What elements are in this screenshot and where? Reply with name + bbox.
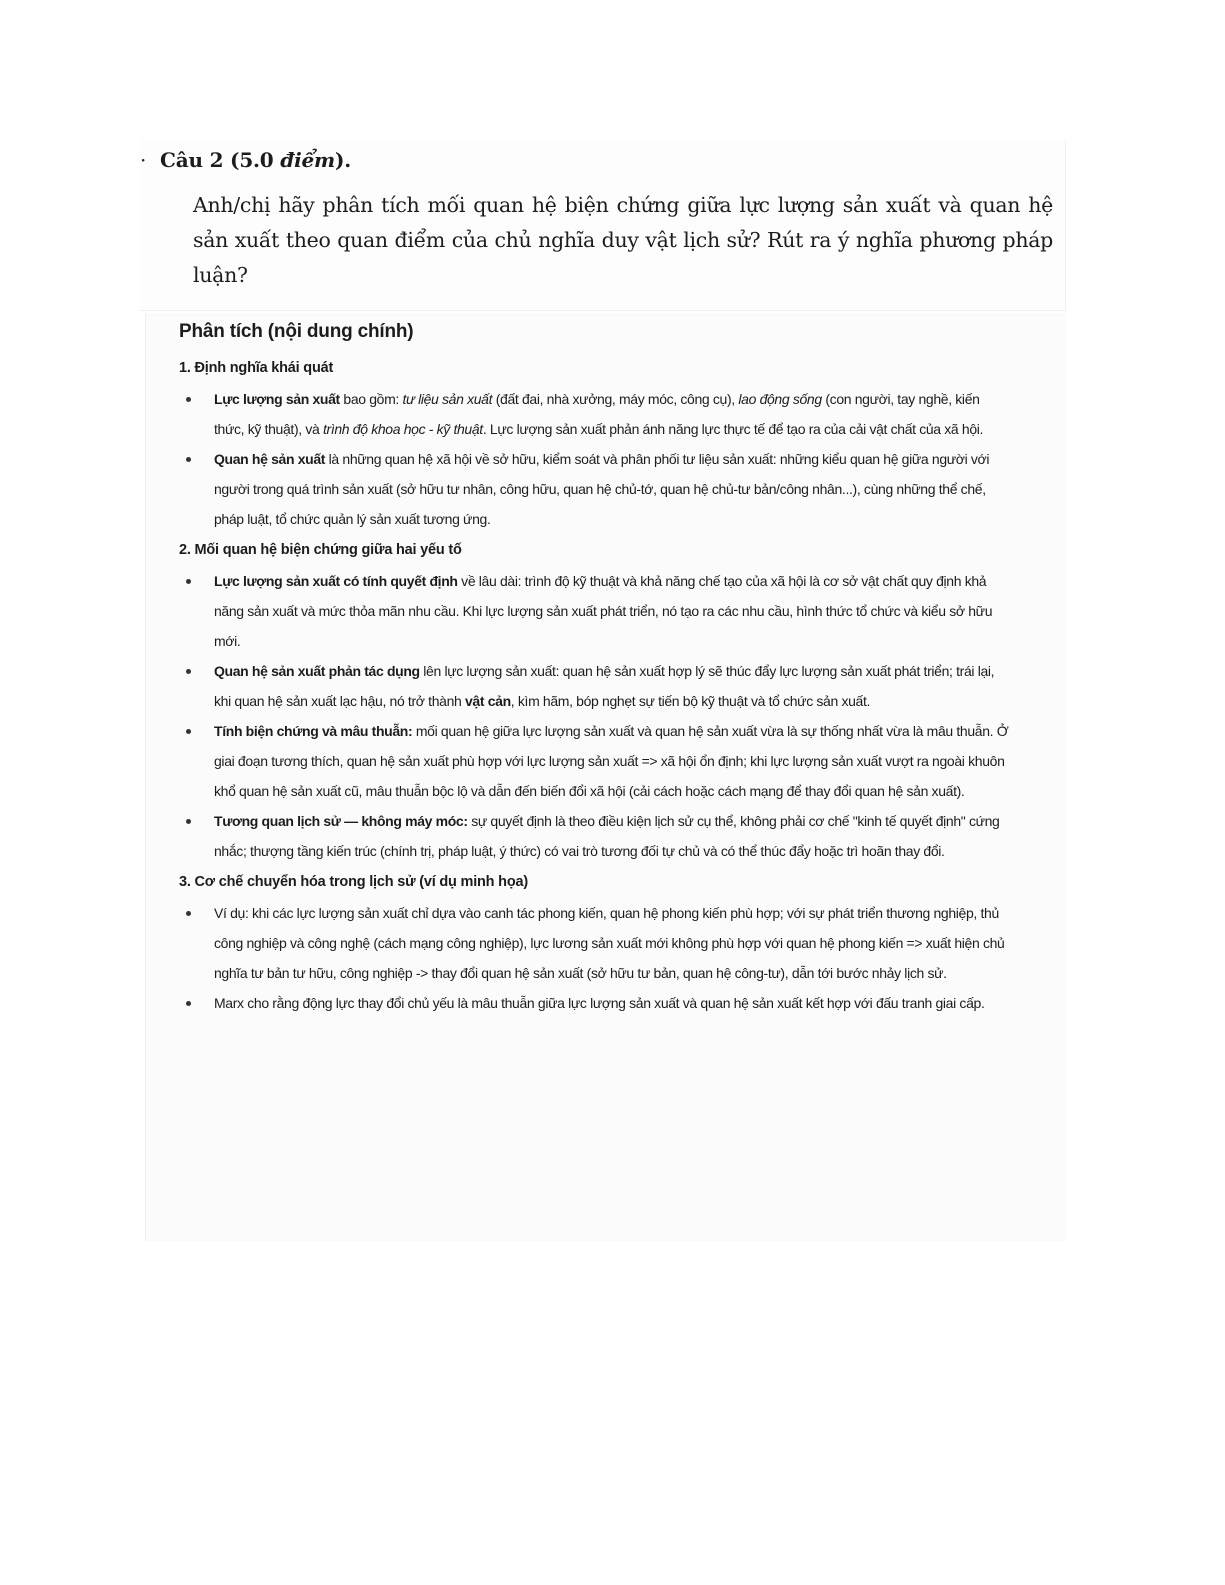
answer-title: Phân tích (nội dung chính) — [179, 321, 414, 342]
question-title — [140, 148, 351, 172]
term-italic: lao động sống — [738, 391, 822, 407]
term-bold: vật cản — [464, 693, 511, 709]
item-text: Ví dụ: khi các lực lượng sản xuất chỉ dựa vào canh tác phong kiến, quan hệ phong kiến phù hợp; với sự phát triển thương nghiệp, thủ công nghiệp và công nghệ (cách mạng công nghiệp), lực lương sản xuất mới không phù hợp với quan hệ phong kiến => xuất hiện chủ nghĩa tư bản tư hữu, công nghiệp -> thay đổi quan hệ sản xuất (sở hữu tư bản, quan hệ công-tư), dẫn tới bước nhảy lịch sử. — [214, 905, 1005, 981]
bullet-dot-icon — [186, 911, 191, 916]
answer-content — [179, 321, 1009, 1026]
list-item — [179, 806, 1009, 866]
item-text: về lâu dài: trình độ kỹ thuật và khả năng chế tạo của xã hội là cơ sở vật chất quy định khả năng sản xuất và mức thỏa mãn nhu cầu. Khi lực lượng sản xuất phát triển, nó tạo ra các nhu cầu, hình thức tổ chức và kiểu sở hữu mới. — [214, 573, 993, 649]
answer-block — [145, 313, 1066, 1241]
question-bullet: · — [140, 148, 147, 172]
list-item — [179, 384, 1009, 444]
question-title-italic: điểm — [280, 148, 335, 172]
term-italic: tư liệu sản xuất — [402, 391, 493, 407]
bullet-dot-icon — [186, 819, 191, 824]
list-history — [179, 898, 1009, 1018]
list-item — [179, 898, 1009, 988]
list-item — [179, 716, 1009, 806]
item-text: lên lực lượng sản xuất: quan hệ sản xuất hợp lý sẽ thúc đẩy lực lượng sản xuất phát triển; trái lại, khi quan hệ sản xuất lạc hậu, nó trở thành — [214, 663, 995, 709]
bullet-dot-icon — [186, 1001, 191, 1006]
item-text: . Lực lượng sản xuất phản ánh năng lực thực tế để tạo ra của cải vật chất của xã hội. — [482, 421, 984, 437]
list-definitions — [179, 384, 1009, 534]
item-text: Marx cho rằng động lực thay đổi chủ yếu là mâu thuẫn giữa lực lượng sản xuất và quan hệ sản xuất kết hợp với đấu tranh giai cấp. — [214, 995, 985, 1011]
item-text: , kìm hãm, bóp nghẹt sự tiến bộ kỹ thuật và tổ chức sản xuất. — [510, 693, 871, 709]
question-body: Anh/chị hãy phân tích mối quan hệ biện chứng giữa lực lượng sản xuất và quan hệ sản xuất theo quan điểm của chủ nghĩa duy vật lịch sử? Rút ra ý nghĩa phương pháp luận? — [193, 193, 1053, 287]
term-bold: Quan hệ sản xuất — [214, 451, 326, 467]
item-text: bao gồm: — [339, 391, 403, 407]
question-block — [140, 140, 1066, 311]
bullet-dot-icon — [186, 397, 191, 402]
list-item — [179, 656, 1009, 716]
question-title-suffix: ). — [334, 148, 351, 172]
bullet-dot-icon — [186, 669, 191, 674]
bullet-dot-icon — [186, 729, 191, 734]
list-item — [179, 566, 1009, 656]
term-bold: Lực lượng sản xuất — [214, 391, 340, 407]
list-dialectic — [179, 566, 1009, 866]
item-text: (con người, tay nghề, kiến thức, kỹ thuật), và — [214, 391, 980, 437]
question-title-prefix: Câu 2 (5.0 — [160, 148, 281, 172]
section-heading-dialectic: 2. Mối quan hệ biện chứng giữa hai yếu tố — [179, 542, 462, 558]
section-heading-definitions: 1. Định nghĩa khái quát — [179, 360, 334, 376]
list-item — [179, 988, 1009, 1018]
term-italic: trình độ khoa học - kỹ thuật — [322, 421, 483, 437]
item-text: là những quan hệ xã hội về sở hữu, kiểm soát và phân phối tư liệu sản xuất: những kiểu quan hệ giữa người với người trong quá trình sản xuất (sở hữu tư nhân, công hữu, quan hệ chủ-tớ, quan hệ chủ-tư bản/công nhân...), cùng những thể chế, pháp luật, tổ chức quản lý sản xuất tương ứng. — [214, 451, 990, 527]
bullet-dot-icon — [186, 457, 191, 462]
section-heading-history: 3. Cơ chế chuyển hóa trong lịch sử (ví dụ minh họa) — [179, 874, 528, 890]
list-item — [179, 444, 1009, 534]
item-text: sự quyết định là theo điều kiện lịch sử cụ thể, không phải cơ chế "kinh tế quyết định" cứng nhắc; thượng tầng kiến trúc (chính trị, pháp luật, ý thức) có vai trò tương đối tự chủ và có thể thúc đẩy hoặc trì hoãn thay đổi. — [214, 813, 1000, 859]
item-text: (đất đai, nhà xưởng, máy móc, công cụ), — [492, 391, 739, 407]
term-bold: Tương quan lịch sử — không máy móc: — [214, 813, 468, 829]
item-text: mối quan hệ giữa lực lượng sản xuất và quan hệ sản xuất vừa là sự thống nhất vừa là mâu thuẫn. Ở giai đoạn tương thích, quan hệ sản xuất phù hợp với lực lượng sản xuất => xã hội ổn định; khi lực lượng sản xuất vượt ra ngoài khuôn khổ quan hệ sản xuất cũ, mâu thuẫn bộc lộ và dẫn đến biến đổi xã hội (cải cách hoặc cách mạng để thay đổi quan hệ sản xuất). — [214, 723, 1009, 799]
term-bold: Tính biện chứng và mâu thuẫn: — [214, 723, 413, 739]
bullet-dot-icon — [186, 579, 191, 584]
term-bold: Quan hệ sản xuất phản tác dụng — [214, 663, 420, 679]
term-bold: Lực lượng sản xuất có tính quyết định — [214, 573, 458, 589]
